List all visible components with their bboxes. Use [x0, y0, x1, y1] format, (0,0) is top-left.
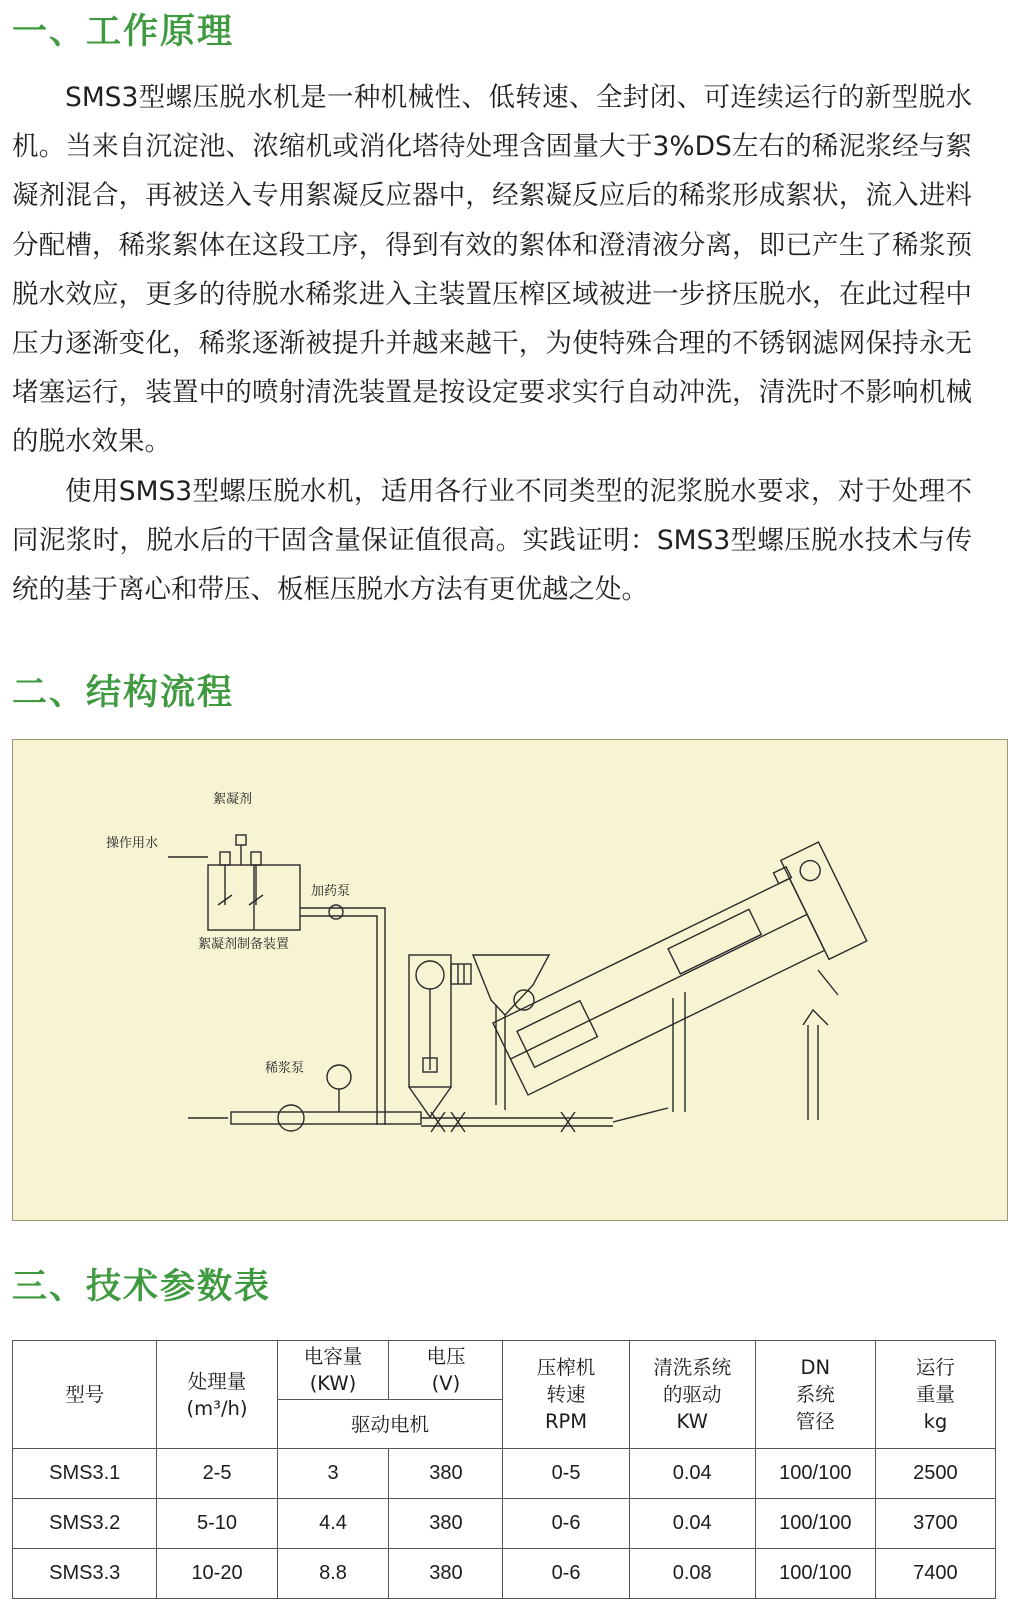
- feed-hopper: [473, 955, 549, 1015]
- table-row: [13, 1549, 996, 1599]
- cell-model: SMS3.1: [13, 1449, 157, 1499]
- flow-diagram-drawing: [13, 740, 1007, 1220]
- label-flocculant-device: 絮凝剂制备装置: [198, 937, 290, 952]
- pressure-gauge: [327, 1065, 351, 1089]
- table-header-row-1: [13, 1341, 996, 1400]
- paragraph-principle-2: 使用SMS3型螺压脱水机，适用各行业不同类型的泥浆脱水要求，对于处理不同泥浆时，脱水后的干固含量保证值很高。实践证明：SMS3型螺压脱水技术与传统的基于离心和带压、板框压脱水方法有更优越之处。: [12, 476, 972, 606]
- label-flocculant: 絮凝剂: [213, 792, 253, 807]
- col-header-voltage: 电压 (V): [389, 1341, 503, 1400]
- feed-pipe: [231, 1112, 421, 1124]
- cell-weight: 2500: [875, 1449, 995, 1499]
- section-title-structure-flow: 二、结构流程: [12, 673, 235, 713]
- cell-capacity: 10-20: [157, 1549, 277, 1599]
- valve-3: [561, 1112, 575, 1132]
- label-sludge-pump: 稀浆泵: [265, 1061, 305, 1076]
- structure-flow-diagram: [12, 739, 1008, 1221]
- dosing-pipe: [300, 908, 385, 1125]
- label-dosing-pump: 加药泵: [311, 884, 351, 899]
- cell-voltage: 380: [389, 1549, 503, 1599]
- cell-dn: 100/100: [755, 1449, 875, 1499]
- dosing-pump-symbol: [329, 905, 343, 919]
- cell-dn: 100/100: [755, 1549, 875, 1599]
- cell-power: 4.4: [277, 1499, 389, 1549]
- col-header-speed: 压榨机 转速 RPM: [503, 1341, 629, 1449]
- cell-speed: 0-6: [503, 1499, 629, 1549]
- cell-voltage: 380: [389, 1499, 503, 1549]
- cell-wash: 0.04: [629, 1499, 755, 1549]
- col-header-weight: 运行 重量 kg: [875, 1341, 995, 1449]
- col-header-power: 电容量 (KW): [277, 1341, 389, 1400]
- col-header-model: 型号: [13, 1341, 157, 1449]
- cell-weight: 7400: [875, 1549, 995, 1599]
- label-operation-water: 操作用水: [106, 836, 159, 851]
- cell-wash: 0.08: [629, 1549, 755, 1599]
- valve-2: [451, 1112, 465, 1132]
- section-title-tech-params: 三、技术参数表: [12, 1267, 272, 1307]
- cell-voltage: 380: [389, 1449, 503, 1499]
- cell-power: 8.8: [277, 1549, 389, 1599]
- cell-capacity: 2-5: [157, 1449, 277, 1499]
- cell-model: SMS3.3: [13, 1549, 157, 1599]
- valve-1: [431, 1112, 445, 1132]
- cell-dn: 100/100: [755, 1499, 875, 1549]
- col-header-wash-drive: 清洗系统 的驱动 KW: [629, 1341, 755, 1449]
- cell-speed: 0-5: [503, 1449, 629, 1499]
- flocculant-inlet-box: [236, 835, 246, 845]
- col-header-capacity: 处理量 (m³/h): [157, 1341, 277, 1449]
- table-row: [13, 1449, 996, 1499]
- cell-speed: 0-6: [503, 1549, 629, 1599]
- cell-power: 3: [277, 1449, 389, 1499]
- col-header-dn: DN 系统 管径: [755, 1341, 875, 1449]
- table-row: [13, 1499, 996, 1549]
- col-header-drive-motor: 驱动电机: [277, 1400, 503, 1449]
- tech-params-table: [12, 1340, 996, 1599]
- cell-model: SMS3.2: [13, 1499, 157, 1549]
- section-title-working-principle: 一、工作原理: [12, 12, 235, 52]
- cell-wash: 0.04: [629, 1449, 755, 1499]
- cell-capacity: 5-10: [157, 1499, 277, 1549]
- sludge-pump-symbol: [278, 1105, 304, 1131]
- paragraph-principle-1: SMS3型螺压脱水机是一种机械性、低转速、全封闭、可连续运行的新型脱水机。当来自沉淀池、浓缩机或消化塔待处理含固量大于3%DS左右的稀泥浆经与絮凝剂混合，再被送入专用絮凝反应器中，经絮凝反应后的稀浆形成絮状，流入进料分配槽，稀浆絮体在这段工序，得到有效的絮体和澄清液分离，即已产生了稀浆预脱水效应，更多的待脱水稀浆进入主装置压榨区域被进一步挤压脱水，在此过程中压力逐渐变化，稀浆逐渐被提升并越来越干，为使特殊合理的不锈钢滤网保持永无堵塞运行，装置中的喷射清洗装置是按设定要求实行自动冲洗，清洗时不影响机械的脱水效果。: [12, 82, 972, 458]
- cell-weight: 3700: [875, 1499, 995, 1549]
